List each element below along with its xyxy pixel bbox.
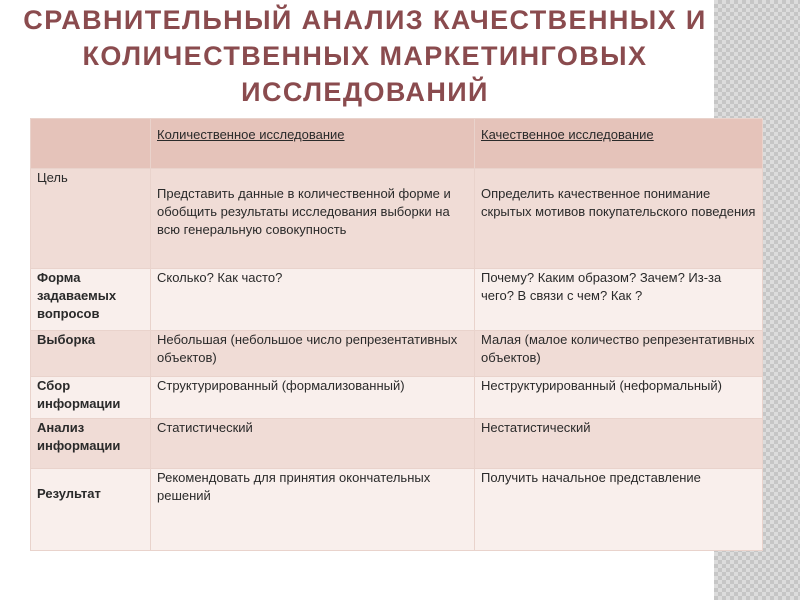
header-qualitative: Качественное исследование	[475, 119, 763, 169]
table-row-sample	[31, 331, 763, 377]
cell-quantitative: Статистический	[151, 419, 475, 469]
cell-qualitative: Малая (малое количество репрезентативных объектов)	[475, 331, 763, 377]
header-quantitative: Количественное исследование	[151, 119, 475, 169]
cell-quantitative: Структурированный (формализованный)	[151, 377, 475, 419]
header-empty-cell	[31, 119, 151, 169]
cell-quantitative: Сколько? Как часто?	[151, 269, 475, 331]
table-row-result	[31, 469, 763, 551]
table-row-goal	[31, 169, 763, 269]
cell-qualitative: Получить начальное представление	[475, 469, 763, 551]
cell-quantitative: Небольшая (небольшое число репрезентативных объектов)	[151, 331, 475, 377]
table-row-question-form	[31, 269, 763, 331]
row-label: Выборка	[31, 331, 151, 377]
row-label: Результат	[31, 469, 151, 551]
row-label: Цель	[31, 169, 151, 269]
row-label: Сбор информации	[31, 377, 151, 419]
row-label: Анализ информации	[31, 419, 151, 469]
table-row-data-collection	[31, 377, 763, 419]
cell-qualitative: Неструктурированный (неформальный)	[475, 377, 763, 419]
slide-title-line-2: КОЛИЧЕСТВЕННЫХ МАРКЕТИНГОВЫХ	[82, 41, 648, 71]
cell-quantitative: Представить данные в количественной форме и обобщить результаты исследования выборки на всю генеральную совокупность	[151, 169, 475, 269]
cell-qualitative: Определить качественное понимание скрытых мотивов покупательского поведения	[475, 169, 763, 269]
cell-quantitative: Рекомендовать для принятия окончательных решений	[151, 469, 475, 551]
table-row-analysis	[31, 419, 763, 469]
slide-title-line-1: СРАВНИТЕЛЬНЫЙ АНАЛИЗ КАЧЕСТВЕННЫХ И	[23, 5, 707, 35]
slide-title	[20, 2, 710, 110]
table-header-row	[31, 119, 763, 169]
cell-qualitative: Почему? Каким образом? Зачем? Из-за чего? В связи с чем? Как ?	[475, 269, 763, 331]
comparison-table	[30, 118, 763, 551]
slide-title-line-3: ИССЛЕДОВАНИЙ	[241, 77, 489, 107]
cell-qualitative: Нестатистический	[475, 419, 763, 469]
row-label: Форма задаваемых вопросов	[31, 269, 151, 331]
